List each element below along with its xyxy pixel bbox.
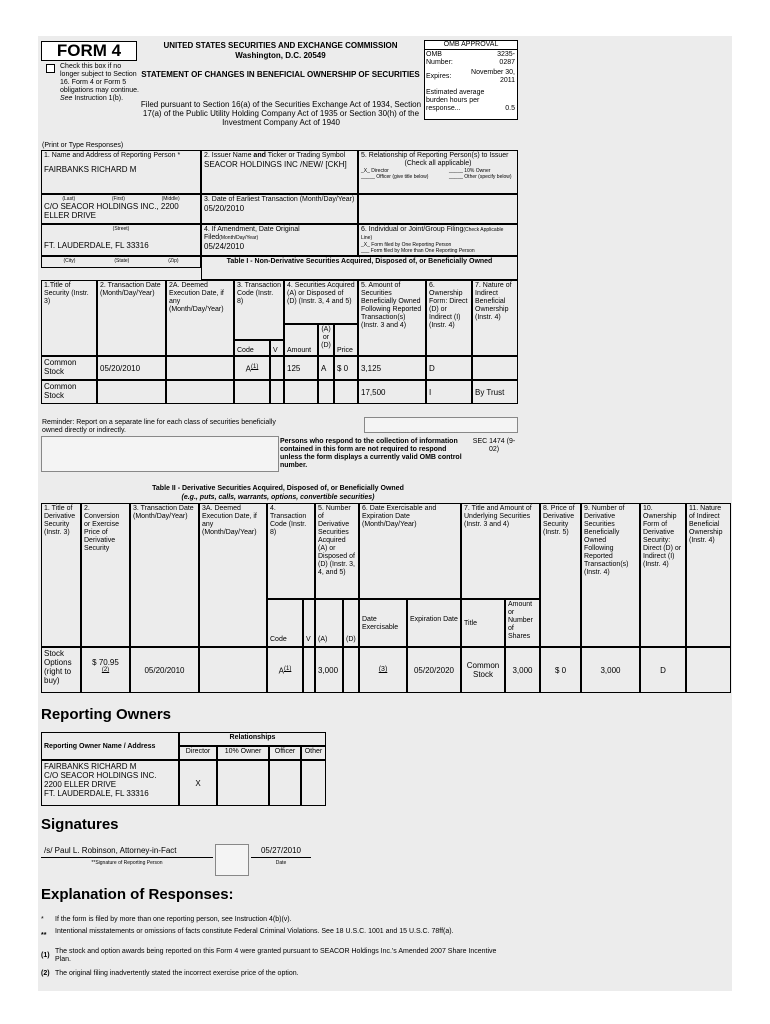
t2-row-date: 05/20/2010: [130, 647, 199, 693]
omb-approval-box: [424, 40, 518, 120]
statement-title: STATEMENT OF CHANGES IN BENEFICIAL OWNERSHIP OF SECURITIES: [141, 70, 420, 79]
box2-value: SEACOR HOLDINGS INC /NEW/ [CKH]: [204, 160, 347, 169]
lower-section: [41, 700, 521, 990]
t1-r1-price: $ 0: [334, 356, 358, 380]
t1-r2-nature: By Trust: [472, 380, 518, 404]
signature-blank-box: [215, 844, 249, 876]
t2-row-uamount: 3,000: [505, 647, 540, 693]
t1-sub-aord: (A) or (D): [318, 324, 334, 356]
box1-name-parts: (Last) (First) (Middle): [62, 196, 180, 202]
ro-other-cell: [301, 760, 326, 806]
date-block: [251, 844, 311, 870]
t1-sub-price: Price: [334, 324, 358, 356]
omb-number-label: OMB Number:: [426, 51, 453, 66]
t1-h3: 3. Transaction Code (Instr. 8): [234, 280, 284, 340]
t1-r2-form: I: [426, 380, 472, 404]
omb-number-row: [425, 50, 517, 68]
box5-relationship: [358, 150, 518, 194]
checkbox-text: [60, 63, 140, 103]
t2-row-dprice: $ 0: [540, 647, 581, 693]
signature-label: **Signature of Reporting Person: [91, 860, 163, 866]
box5-director: _X_ Director: [361, 168, 389, 174]
t1-h2: 2. Transaction Date (Month/Day/Year): [97, 280, 166, 356]
box1-address: [41, 194, 201, 224]
box4-label: 4. If Amendment, Date Original Filed(Month/Day/Year): [204, 226, 300, 241]
t2-head-10: 10. Ownership Form of Derivative Security: Direct (D) or Indirect (I) (Instr. 4): [640, 503, 686, 647]
box3-date: [201, 194, 358, 224]
ro-col-name: Reporting Owner Name / Address: [41, 732, 179, 760]
t1-r2-deemed: [166, 380, 234, 404]
reporting-owners-heading: Reporting Owners: [41, 706, 172, 723]
box3-value: 05/20/2010: [204, 204, 245, 213]
t1-r2-amount: [284, 380, 318, 404]
t2-head-7: 7. Title and Amount of Underlying Securities (Instr. 3 and 4): [461, 503, 540, 599]
t1-h6: 6. Ownership Form: Direct (D) or Indirect (I) (Instr. 4): [426, 280, 472, 356]
t2-sub-code: Code: [267, 599, 303, 647]
star1-text: If the form is filed by more than one reporting person, see Instruction 4(b)(v).: [55, 916, 292, 923]
t1-r1-form: D: [426, 356, 472, 380]
box6-filing: [358, 224, 518, 256]
table2-title: Table II - Derivative Securities Acquired, Disposed of, or Beneficially Owned: [152, 485, 404, 492]
box1-name-value: FAIRBANKS RICHARD M: [44, 165, 137, 174]
t1-r1-date: 05/20/2010: [97, 356, 166, 380]
no-longer-subject-checkbox[interactable]: [46, 64, 55, 73]
signature-block: [41, 844, 213, 870]
box1-label: 1. Name and Address of Reporting Person *: [44, 152, 181, 159]
t1-sub-code: Code: [234, 340, 270, 356]
box2-issuer: [201, 150, 358, 194]
box5-ten-pct: _____ 10% Owner: [449, 168, 491, 174]
ro-owner-line3: 2200 ELLER DRIVE: [44, 780, 117, 789]
t1-h7: 7. Nature of Indirect Beneficial Ownership (Instr. 4): [472, 280, 518, 356]
t2-row-owned: 3,000: [581, 647, 640, 693]
t1-r1-owned: 3,125: [358, 356, 426, 380]
star2-mark: **: [41, 932, 47, 939]
t2-row-deemed: [199, 647, 267, 693]
box1-city-labels: [41, 256, 201, 268]
explanation-star1: [41, 916, 516, 924]
omb-burden-row: [425, 88, 517, 112]
t2-row-d: [343, 647, 359, 693]
ro-col-officer: Officer: [269, 746, 301, 760]
t1-r1-v: [270, 356, 284, 380]
ro-officer-cell: [269, 760, 301, 806]
box1-name: [41, 150, 201, 194]
t1-r2-v: [270, 380, 284, 404]
ro-col-other: Other: [301, 746, 326, 760]
t2-sub-exp: Expiration Date: [407, 599, 461, 647]
t1-r1-nature: [472, 356, 518, 380]
ro-owner-line4: FT. LAUDERDALE, FL 33316: [44, 789, 149, 798]
t2-row-nature: [686, 647, 731, 693]
explanation-heading: Explanation of Responses:: [41, 886, 234, 903]
table1-title: Table I - Non-Derivative Securities Acquired, Disposed of, or Beneficially Owned: [201, 256, 518, 280]
ro-col-director: Director: [179, 746, 217, 760]
omb-burden-label: Estimated average burden hours per response...: [426, 89, 485, 112]
t2-head-6: 6. Date Exercisable and Expiration Date (Month/Day/Year): [359, 503, 461, 599]
t1-r2-price: [334, 380, 358, 404]
omb-title: OMB APPROVAL: [425, 41, 517, 50]
omb-burden-value: 0.5: [505, 105, 515, 112]
t1-sub-v: V: [270, 340, 284, 356]
fn2-text: The original filing inadvertently stated the incorrect exercise price of the option.: [55, 970, 299, 977]
t2-head-8: 8. Price of Derivative Security (Instr. 5): [540, 503, 581, 647]
t2-row-exp: 05/20/2020: [407, 647, 461, 693]
t2-row-title: Stock Options (right to buy): [41, 647, 81, 693]
box5-check-all: (Check all applicable): [404, 160, 472, 167]
t1-h2a: 2A. Deemed Execution Date, if any (Month/Day/Year): [166, 280, 234, 356]
box1-zip-label: (Zip): [168, 258, 179, 264]
omb-expires-value: November 30, 2011: [471, 69, 515, 84]
agency-line2: Washington, D.C. 20549: [235, 51, 326, 60]
ro-owner-line2: C/O SEACOR HOLDINGS INC.: [44, 771, 157, 780]
t1-h1: 1.Title of Security (Instr. 3): [41, 280, 97, 356]
box4-value: 05/24/2010: [204, 242, 245, 251]
t1-r2-code: [234, 380, 270, 404]
box5-other: _____ Other (specify below): [449, 174, 512, 180]
t2-head-2: 2. Conversion or Exercise Price of Derivative Security: [81, 503, 130, 647]
signatures-heading: Signatures: [41, 816, 119, 833]
left-blank-box: [41, 436, 279, 472]
t2-head-1: 1. Title of Derivative Security (Instr. 3): [41, 503, 81, 647]
t2-sub-title: Title: [461, 599, 505, 647]
form-title-box: [41, 41, 137, 61]
t1-r1-amount: 125: [284, 356, 318, 380]
checkbox-instr: Instruction 1(b).: [74, 95, 124, 102]
star1-mark: *: [41, 916, 44, 923]
omb-expires-row: [425, 68, 517, 88]
t1-r1-deemed: [166, 356, 234, 380]
persons-respond: Persons who respond to the collection of information contained in this form are not required to respond unless the form displays a currently valid OMB control number.: [280, 438, 462, 469]
reminder-blank-box: [364, 417, 518, 433]
box5-blank: [358, 194, 518, 224]
fn1-mark: (1): [41, 952, 50, 959]
explanation-star2: [41, 928, 516, 940]
t2-row-v: [303, 647, 315, 693]
t2-head-11: 11. Nature of Indirect Beneficial Ownership (Instr. 4): [686, 503, 731, 647]
box5-label: 5. Relationship of Reporting Person(s) to Issuer: [361, 152, 509, 159]
box6-label: 6. Individual or Joint/Group Filing(Check Applicable Line): [361, 226, 504, 241]
t1-r1-code: $A^{(1)}$: [234, 356, 270, 380]
box1-state-label: (State): [114, 258, 130, 264]
table2-region: [41, 503, 733, 693]
signature-value: /s/ Paul L. Robinson, Attorney-in-Fact: [41, 844, 213, 858]
box2-label: 2. Issuer Name and Ticker or Trading Symbol: [204, 152, 346, 159]
box6-line2: ___ Form filed by More than One Reporting Person: [361, 248, 475, 254]
print-type: (Print or Type Responses): [42, 142, 124, 149]
form-title: FORM 4: [56, 41, 122, 60]
t2-sub-date-ex: Date Exercisable: [359, 599, 407, 647]
ro-owner-cell: [41, 760, 179, 806]
explanation-fn2: [41, 970, 516, 978]
fn1-text: The stock and option awards being reported on this Form 4 were granted pursuant to SEACOR Holdings Inc.'s Amended 2007 Share Incentive Plan.: [55, 948, 497, 963]
t2-row-code: $A^{(1)}$: [267, 647, 303, 693]
box4-amendment: [201, 224, 358, 256]
t2-row-form: D: [640, 647, 686, 693]
t2-head-3: 3. Transaction Date (Month/Day/Year): [130, 503, 199, 647]
t2-row-date-ex: (3): [359, 647, 407, 693]
t1-r2-owned: 17,500: [358, 380, 426, 404]
omb-number-value: 3235-0287: [497, 51, 515, 66]
t2-row-utitle: Common Stock: [461, 647, 505, 693]
ro-owner-line1: FAIRBANKS RICHARD M: [44, 762, 137, 771]
checkbox-label: Check this box if no longer subject to Section 16. Form 4 or Form 5 obligations may continue.: [60, 63, 139, 94]
t2-sub-a: (A): [315, 599, 343, 647]
t1-r2-title: Common Stock: [41, 380, 97, 404]
t2-row-price: $ 70.95 (2): [81, 647, 130, 693]
signature-date-label: Date: [275, 860, 287, 866]
ro-col-ten: 10% Owner: [217, 746, 269, 760]
fn2-mark: (2): [41, 970, 50, 977]
t2-sub-d: (D): [343, 599, 359, 647]
box1-addr-value: C/O SEACOR HOLDINGS INC., 2200 ELLER DRIVE: [44, 202, 179, 220]
t1-h5: 5. Amount of Securities Beneficially Owned Following Reported Transaction(s) (Instr. 3 and 4): [358, 280, 426, 356]
t2-head-3a: 3A. Deemed Execution Date, if any (Month/Day/Year): [199, 503, 267, 647]
ro-ten-cell: [217, 760, 269, 806]
t1-r1-title: Common Stock: [41, 356, 97, 380]
box3-label: 3. Date of Earliest Transaction (Month/Day/Year): [204, 196, 355, 203]
t2-head-4: 4. Transaction Code (Instr. 8): [267, 503, 315, 599]
t1-h4: 4. Securities Acquired (A) or Disposed of (D) (Instr. 3, 4 and 5): [284, 280, 358, 324]
box1-street: (Street): [112, 226, 130, 232]
omb-expires-label: Expires:: [426, 73, 452, 80]
ro-relationships: Relationships: [179, 732, 326, 746]
t2-sub-v: V: [303, 599, 315, 647]
filed-pursuant: Filed pursuant to Section 16(a) of the Securities Exchange Act of 1934, Section 17(a) of the Public Utility Holding Company Act of 1935 or Section 30(h) of the Investment Company Act of 1940: [140, 100, 422, 127]
signature-date: 05/27/2010: [251, 844, 311, 858]
table2-subtitle: (e.g., puts, calls, warrants, options, convertible securities): [181, 494, 375, 501]
explanation-fn1: [41, 948, 516, 964]
checkbox-see: See: [60, 95, 73, 102]
ro-director-mark: X: [179, 760, 217, 806]
star2-text: Intentional misstatements or omissions of facts constitute Federal Criminal Violations. See 18 U.S.C. 1001 and 15 U.S.C. 78ff(a).: [55, 928, 454, 935]
t1-r2-date: [97, 380, 166, 404]
t2-head-5: 5. Number of Derivative Securities Acquired (A) or Disposed of (D) (Instr. 3, 4, and 5): [315, 503, 359, 599]
box1-city-value: FT. LAUDERDALE, FL 33316: [44, 241, 149, 250]
box1-city: [41, 224, 201, 256]
t1-sub-amount: Amount: [284, 324, 318, 356]
t2-head-9: 9. Number of Derivative Securities Beneficially Owned Following Reported Transaction(s) (Instr. 4): [581, 503, 640, 647]
t2-sub-amount: Amount or Number of Shares: [505, 599, 540, 647]
box6-line1: _X_ Form filed by One Reporting Person: [361, 242, 452, 248]
t1-r2-aord: [318, 380, 334, 404]
agency-line1: UNITED STATES SECURITIES AND EXCHANGE COMMISSION: [163, 41, 398, 50]
box1-city-label: (City): [63, 258, 76, 264]
box5-officer: _____ Officer (give title below): [361, 174, 429, 180]
t1-r1-aord: A: [318, 356, 334, 380]
sec-code: SEC 1474 (9-02): [472, 438, 516, 453]
t2-row-a: 3,000: [315, 647, 343, 693]
reminder: Reminder: Report on a separate line for each class of securities beneficially owned directly or indirectly.: [42, 419, 276, 434]
